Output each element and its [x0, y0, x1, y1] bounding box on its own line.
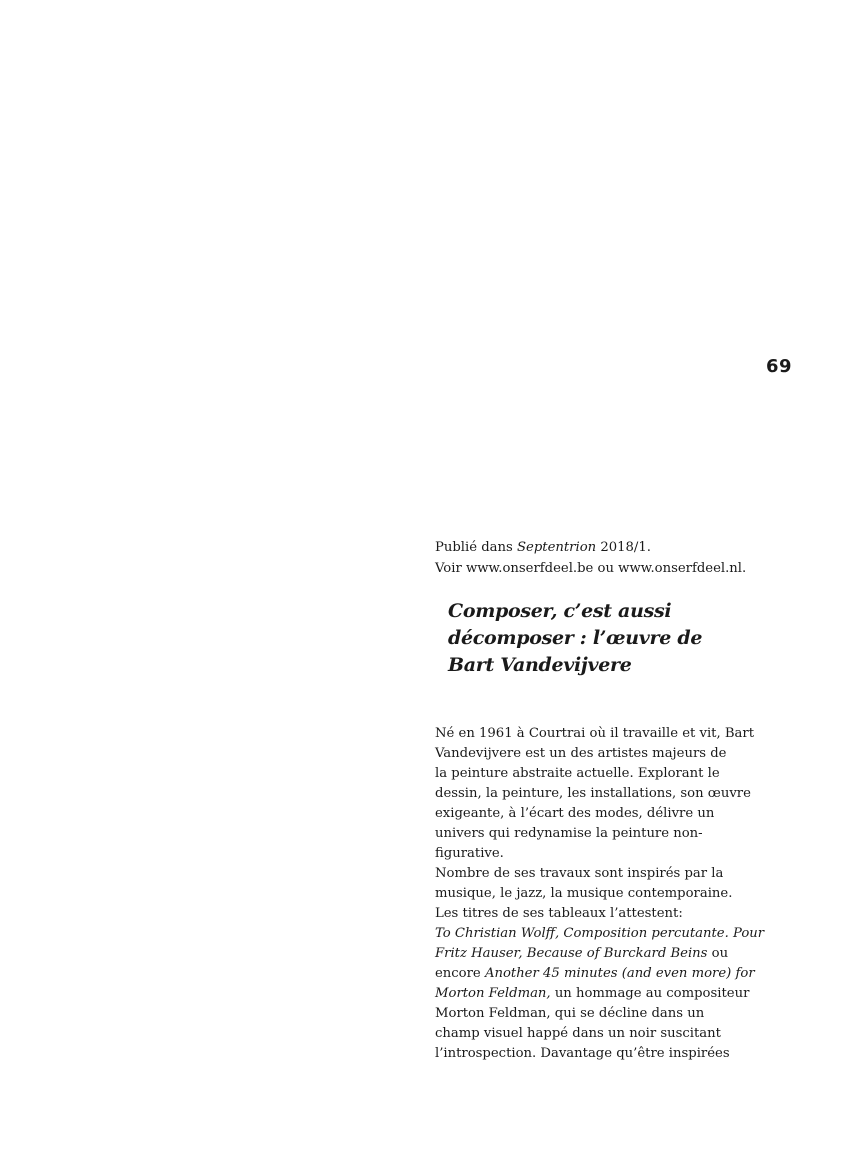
publication-issue: 2018/1.	[596, 540, 651, 555]
body-line: Morton Feldman, qui se décline dans un	[435, 1006, 705, 1021]
body-text-fragment: ou	[707, 946, 729, 961]
article-title	[448, 598, 808, 679]
body-text-fragment: un hommage au compositeur	[550, 986, 750, 1001]
body-line: la peinture abstraite actuelle. Explorant le	[435, 766, 720, 781]
publication-info	[435, 537, 815, 579]
publication-line	[435, 537, 815, 558]
works-titles-italic: Morton Feldman,	[435, 986, 551, 1001]
body-line: Les titres de ses tableaux l’attestent:	[435, 906, 683, 921]
works-titles-italic: Fritz Hauser, Because of Burckard Beins	[435, 946, 708, 961]
body-line: Vandevijvere est un des artistes majeurs de	[435, 746, 727, 761]
body-line: Né en 1961 à Courtrai où il travaille et vit, Bart	[435, 726, 755, 741]
body-line	[435, 984, 795, 1004]
works-titles-italic: Another 45 minutes (and even more) for	[484, 966, 755, 981]
title-line-3: Bart Vandevijvere	[448, 654, 632, 676]
body-line: figurative.	[435, 846, 504, 861]
body-line	[435, 964, 795, 984]
journal-name: Septentrion	[517, 540, 597, 555]
body-line: musique, le jazz, la musique contemporaine.	[435, 886, 733, 901]
title-line-2: décomposer : l’œuvre de	[448, 627, 703, 649]
body-line: champ visuel happé dans un noir suscitant	[435, 1026, 721, 1041]
body-text-fragment: encore	[435, 966, 485, 981]
website-line: Voir www.onserfdeel.be ou www.onserfdeel.nl.	[435, 561, 747, 576]
body-line: Nombre de ses travaux sont inspirés par la	[435, 866, 724, 881]
body-line: exigeante, à l’écart des modes, délivre un	[435, 806, 715, 821]
article-body	[435, 724, 795, 1064]
body-line: dessin, la peinture, les installations, son œuvre	[435, 786, 751, 801]
body-line-works-titles: To Christian Wolff, Composition percutante. Pour	[435, 926, 765, 941]
body-line: l’introspection. Davantage qu’être inspirées	[435, 1046, 730, 1061]
publication-prefix: Publié dans	[435, 540, 517, 555]
body-line	[435, 944, 795, 964]
body-line: univers qui redynamise la peinture non-	[435, 826, 703, 841]
page-number: 69	[765, 356, 792, 377]
title-line-1: Composer, c’est aussi	[448, 600, 672, 622]
